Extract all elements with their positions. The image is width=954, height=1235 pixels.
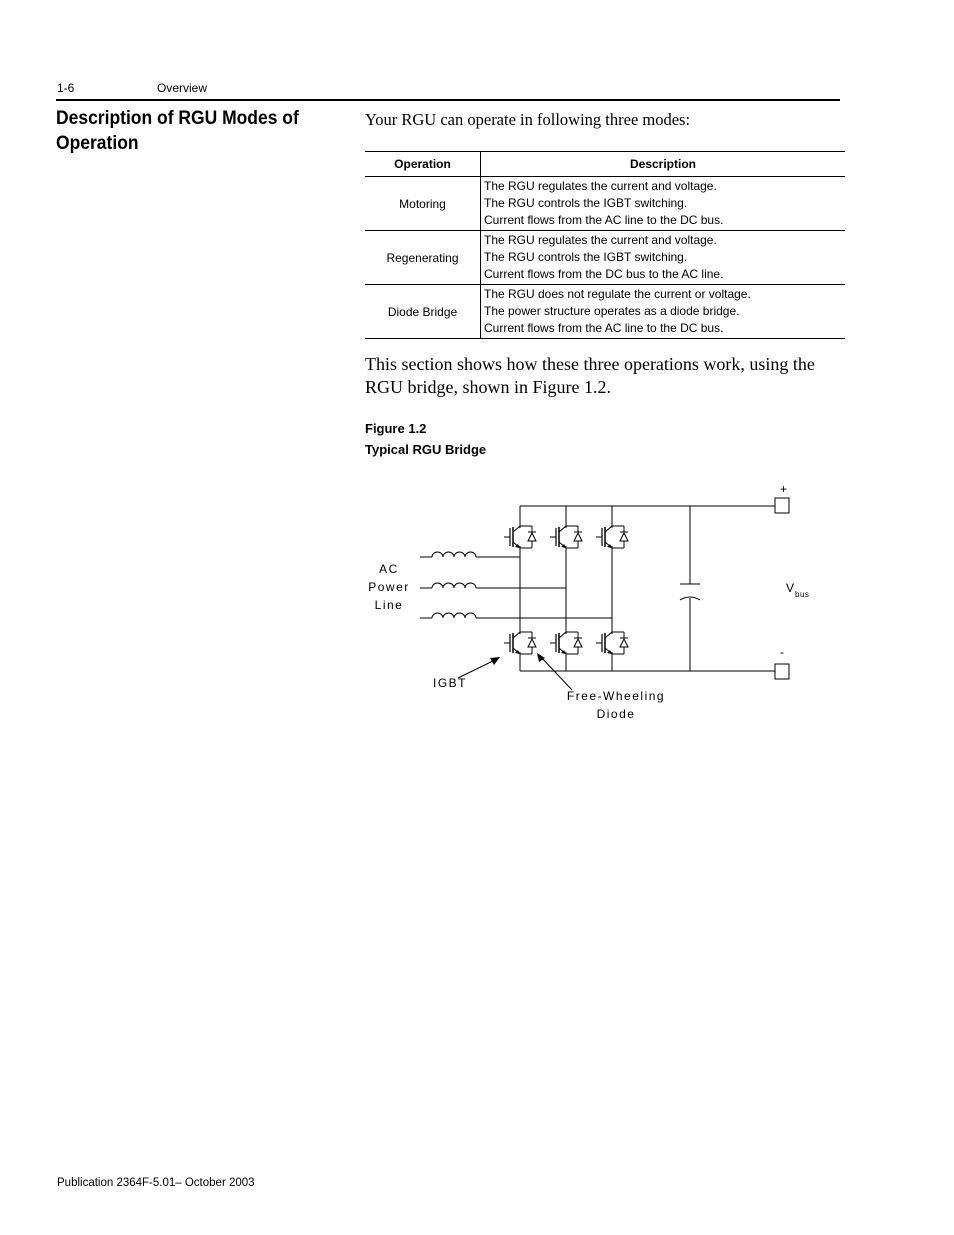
igbt-label: IGBT bbox=[433, 676, 468, 690]
vbus-label: V bbox=[786, 581, 796, 595]
description-line: The RGU does not regulate the current or voltage. bbox=[484, 287, 751, 301]
diode-label-line2: Diode bbox=[596, 707, 636, 721]
figure-title: Typical RGU Bridge bbox=[365, 442, 487, 457]
description-line: Current flows from the DC bus to the AC line. bbox=[484, 267, 724, 281]
operation-cell: Regenerating bbox=[365, 231, 481, 285]
description-line: The power structure operates as a diode bridge. bbox=[484, 304, 740, 318]
description-line: Current flows from the AC line to the DC bus. bbox=[484, 321, 724, 335]
description-line: The RGU regulates the current and voltage. bbox=[484, 233, 717, 247]
column-header-description: Description bbox=[481, 152, 846, 177]
figure-number: Figure 1.2 bbox=[365, 421, 427, 436]
description-line: The RGU controls the IGBT switching. bbox=[484, 196, 688, 210]
column-header-operation: Operation bbox=[365, 152, 481, 177]
operation-cell: Diode Bridge bbox=[365, 285, 481, 339]
intro-text: Your RGU can operate in following three modes: bbox=[365, 110, 691, 129]
section-name: Overview bbox=[157, 81, 208, 95]
minus-label: - bbox=[780, 645, 786, 659]
ac-label-line2: Power bbox=[368, 580, 410, 594]
description-line: Current flows from the AC line to the DC bus. bbox=[484, 213, 724, 227]
diode-label-line1: Free-Wheeling bbox=[566, 689, 666, 703]
ac-label-line3: Line bbox=[374, 598, 404, 612]
ac-label-line1: AC bbox=[379, 562, 399, 576]
vbus-subscript: bus bbox=[795, 590, 810, 599]
side-title: Description of RGU Modes of Operation bbox=[56, 108, 299, 154]
description-line: The RGU controls the IGBT switching. bbox=[484, 250, 688, 264]
body-paragraph: This section shows how these three operations work, using the RGU bridge, shown in Figure 1.2. bbox=[365, 354, 815, 397]
page-number: 1-6 bbox=[57, 81, 75, 95]
footer-publication: Publication 2364F-5.01– October 2003 bbox=[57, 1177, 255, 1189]
plus-label: + bbox=[780, 482, 789, 496]
description-line: The RGU regulates the current and voltage. bbox=[484, 179, 717, 193]
operation-cell: Motoring bbox=[365, 177, 481, 231]
